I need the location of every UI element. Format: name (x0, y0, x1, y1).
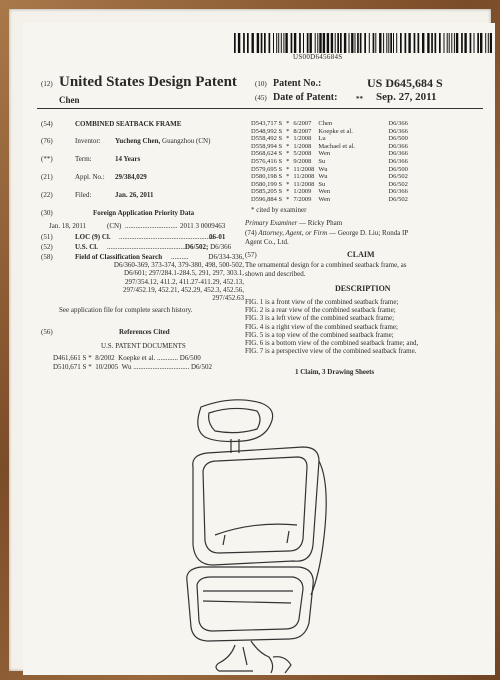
code-54: (54) (41, 120, 53, 128)
filed-date: Jan. 26, 2011 (115, 191, 154, 199)
ref-date: 1/2008 (293, 135, 312, 143)
ref-star: * (286, 188, 290, 196)
ref-number: D543,717 S (251, 120, 283, 127)
barcode-bar (414, 33, 416, 53)
ref-name: Wen (318, 195, 331, 203)
cited-by-examiner: * cited by examiner (251, 206, 307, 214)
barcode-bar (294, 33, 296, 53)
ref-number: D558,994 S (251, 142, 283, 150)
code-22: (22) (41, 191, 53, 199)
barcode-bar (319, 33, 321, 53)
barcode-bar (369, 33, 370, 53)
ref-star: * (286, 195, 290, 203)
ref-star: * (286, 150, 290, 158)
ref-name: Koepke et al. (318, 127, 353, 135)
code-45: (45) (255, 94, 267, 102)
barcode-bar (480, 33, 482, 53)
examiner: Primary Examiner — Ricky Pham (245, 219, 343, 227)
code-56: (56) (41, 328, 53, 336)
code-30: (30) (41, 209, 53, 217)
barcode-bar (390, 33, 392, 53)
ref-star: * (286, 127, 290, 135)
barcode-bar (400, 33, 402, 53)
refs-heading: References Cited (119, 328, 170, 336)
cited-ref-row (251, 196, 412, 204)
cited-ref-row (251, 188, 412, 196)
barcode-bar (317, 33, 318, 53)
date-star: ** (356, 95, 363, 103)
barcode-bar (393, 33, 394, 53)
header-rule (37, 108, 483, 109)
claim-text-1: The ornamental design for a combined seatback frame, as (245, 261, 407, 269)
ref-name: Wu (318, 165, 328, 173)
barcode-bar (422, 33, 424, 53)
patent-no-label: Patent No.: (273, 78, 322, 89)
ref-name: Su (318, 180, 326, 188)
ref-date: 1/2009 (293, 188, 312, 196)
ref-number: D548,992 S (251, 127, 283, 135)
code-52: (52) (41, 243, 53, 251)
barcode-bar (488, 33, 489, 53)
barcode-bar (337, 33, 339, 53)
ref-class: D6/502 (388, 195, 408, 203)
barcode-bar (454, 33, 455, 53)
search-line: D6/334-336, (208, 253, 244, 261)
mat (9, 9, 491, 671)
code-57: (57) (245, 251, 257, 259)
document-title: United States Design Patent (59, 74, 237, 90)
code-10: (10) (255, 80, 267, 88)
barcode-bar (247, 33, 249, 53)
search-line: D6/601; 297/284.1-284.5, 291, 297, 303.1, (124, 269, 244, 278)
claims-sheets: 1 Claim, 3 Drawing Sheets (295, 368, 375, 376)
barcode-bar (418, 33, 420, 53)
barcode-bar (461, 33, 463, 53)
barcode-bar (243, 33, 245, 53)
priority-heading: Foreign Application Priority Data (93, 209, 195, 217)
cited-ref-row (251, 135, 412, 143)
barcode-bar (283, 33, 284, 53)
barcode-bar (470, 33, 472, 53)
barcode-bar (449, 33, 450, 53)
barcode-bar (435, 33, 437, 53)
cited-refs-table (251, 120, 412, 204)
barcode-bar (331, 33, 333, 53)
barcode-bar (252, 33, 254, 53)
description-heading: DESCRIPTION (335, 284, 391, 293)
ref-class: D6/366 (388, 127, 408, 135)
barcode-bar (257, 33, 259, 53)
fig-item: FIG. 5 is a top view of the combined seatback frame; (245, 330, 394, 339)
ref-number: D576,416 S (251, 157, 283, 165)
ref-name: Chen (318, 120, 333, 127)
ref-number: D580,199 S (251, 180, 283, 188)
ref-star: * (286, 120, 290, 127)
cited-ref-row (251, 150, 412, 158)
barcode-bar (269, 33, 271, 53)
ref-class: D6/366 (388, 142, 408, 150)
fig-item: FIG. 1 is a front view of the combined seatback frame; (245, 298, 399, 306)
inventor-city: Guangzhou (CN) (162, 137, 211, 145)
attorney-line2: Agent Co., Ltd. (245, 238, 289, 246)
ref-star: * (286, 165, 290, 173)
ref-number: D579,695 S (251, 165, 283, 173)
barcode-bar (281, 33, 282, 53)
filed-label: Filed: (75, 191, 92, 199)
cited-ref-row (251, 120, 412, 128)
code-76: (76) (41, 137, 53, 145)
barcode-bar (355, 33, 356, 53)
base-bracket (251, 641, 273, 673)
ref-date: 11/2008 (293, 173, 315, 181)
fig-list (245, 298, 485, 355)
barcode-bar (396, 33, 397, 53)
barcode-bar (310, 33, 312, 53)
barcode-bar (264, 33, 266, 53)
barcode-bar (490, 33, 492, 53)
attorney: (74) Attorney, Agent, or Firm — George D. Liu; Ronda IP (245, 229, 409, 237)
us-cl-value: D6/502; D6/366 (185, 243, 232, 251)
ref-class: D6/502 (388, 173, 408, 181)
claim-text-2: shown and described. (245, 270, 306, 278)
ref-class: D6/366 (388, 120, 408, 127)
barcode-bar (357, 33, 359, 53)
barcode-bar (386, 33, 387, 53)
fig-item: FIG. 7 is a perspective view of the combined seatback frame. (245, 347, 417, 356)
barcode-bar (278, 33, 279, 53)
fig-item: FIG. 2 is a rear view of the combined seatback frame; (245, 306, 396, 315)
ref-date: 1/2008 (293, 142, 312, 150)
barcode-bar (444, 33, 445, 53)
barcode-bar (315, 33, 316, 53)
barcode-bar (340, 33, 342, 53)
barcode-bar (276, 33, 277, 53)
priority-country: (CN) (107, 222, 122, 230)
barcode-bar (383, 33, 384, 53)
ref-name: Su (318, 157, 326, 165)
search-line: D6/360-369, 373-374, 379-380, 498, 500-502, (113, 261, 244, 270)
barcode-bar (303, 33, 304, 53)
code-51: (51) (41, 233, 53, 241)
search-label: Field of Classification Search (75, 253, 163, 261)
date-label: Date of Patent: (273, 92, 338, 103)
ref-date: 11/2008 (293, 180, 315, 188)
ref-row: D510,671 S * 10/2005 Wu ................................ D6/502 (53, 363, 212, 371)
code-12: (12) (41, 80, 53, 88)
us-docs-heading: U.S. PATENT DOCUMENTS (101, 342, 186, 350)
barcode-bar (351, 33, 353, 53)
ref-class: D6/366 (388, 150, 408, 158)
ref-class: D6/366 (388, 157, 408, 165)
barcode-bar (485, 33, 486, 53)
ref-row: D461,661 S * 8/2002 Koepke et al. ............ D6/500 (53, 354, 201, 362)
patent-title: COMBINED SEATBACK FRAME (75, 120, 182, 128)
fig-item: FIG. 3 is a left view of the combined seatback frame; (245, 314, 395, 323)
claim-heading: CLAIM (347, 250, 375, 259)
ref-class: D6/500 (388, 165, 408, 173)
seatback-frame-drawing (173, 395, 353, 675)
priority-date: Jan. 18, 2011 (49, 222, 87, 230)
term-label: Term: (75, 155, 92, 163)
ref-class: D6/502 (388, 180, 408, 188)
inventor: Yucheng Chen, Guangzhou (CN) (115, 137, 211, 145)
code-term: (**) (41, 155, 53, 163)
ref-date: 9/2008 (293, 157, 312, 165)
patent-number: US D645,684 S (367, 76, 443, 90)
barcode-bar (349, 33, 350, 53)
inventor-label: Inventor: (75, 137, 101, 145)
us-cl-dots: ............................................. (107, 243, 186, 251)
barcode-bar (477, 33, 479, 53)
ref-number: D596,884 S (251, 195, 283, 203)
us-cl-label: U.S. Cl. (75, 243, 98, 251)
ref-date: 8/2007 (293, 127, 312, 135)
search-dots: .......... (171, 253, 189, 261)
barcode-bar (364, 33, 366, 53)
fig-item: FIG. 4 is a right view of the combined seatback frame; (245, 322, 398, 331)
loc-label: LOC (9) Cl. (75, 233, 111, 241)
barcode-bar (405, 33, 407, 53)
barcode-bar (474, 33, 475, 53)
barcode-bar (439, 33, 441, 53)
barcode-bar (388, 33, 389, 53)
ref-star: * (286, 135, 290, 143)
cited-ref-row (251, 166, 412, 174)
ref-star: * (286, 142, 290, 150)
search-line: 297/452.63 (212, 294, 244, 303)
ref-class: D6/366 (388, 188, 408, 196)
barcode-bar (451, 33, 452, 53)
search-history: See application file for complete search history. (59, 306, 193, 314)
ref-date: 5/2008 (293, 150, 312, 158)
term-value: 14 Years (115, 155, 141, 163)
ref-number: D558,492 S (251, 135, 283, 143)
cited-ref-row (251, 158, 412, 166)
barcode-bar (261, 33, 263, 53)
barcode-bar (447, 33, 448, 53)
appl-no-label: Appl. No.: (75, 173, 105, 181)
barcode-bar (285, 33, 287, 53)
ref-star: * (286, 173, 290, 181)
ref-name: Lu (318, 135, 326, 143)
cited-ref-row (251, 181, 412, 189)
barcode-bar (234, 33, 236, 53)
loc-value: 06-01 (209, 233, 226, 241)
barcode-bar (238, 33, 240, 53)
search-line: 297/354.12, 411.2, 411.27-411.29, 452.13, (125, 277, 244, 286)
code-58: (58) (41, 253, 53, 261)
ref-name: Wen (318, 188, 331, 196)
barcode-bar (375, 33, 376, 53)
ref-name: Machael et al. (318, 142, 356, 150)
fig-item: FIG. 6 is a bottom view of the combined seatback frame; and, (245, 339, 419, 348)
barcode-bar (327, 33, 329, 53)
search-line: 297/452.19, 452.21, 452.29, 452.3, 452.56, (123, 285, 244, 294)
cited-ref-row (251, 173, 412, 181)
ref-number: D580,198 S (251, 173, 283, 181)
cited-ref-row (251, 143, 412, 151)
search-fields (83, 253, 244, 302)
ref-date: 7/2009 (293, 195, 312, 203)
appl-no: 29/384,029 (115, 173, 147, 181)
barcode-bar (344, 33, 346, 53)
barcode-bar (273, 33, 274, 53)
barcode-bar (408, 33, 410, 53)
barcode-bar (373, 33, 375, 53)
barcode-bar (431, 33, 433, 53)
barcode-bar (299, 33, 301, 53)
barcode (234, 33, 492, 53)
code-21: (21) (41, 173, 53, 181)
barcode-bar (323, 33, 325, 53)
barcode-bar (335, 33, 336, 53)
barcode-bar (360, 33, 362, 53)
ref-number: D585,205 S (251, 188, 283, 196)
barcode-bar (307, 33, 309, 53)
ref-star: * (286, 157, 290, 165)
barcode-bar (379, 33, 381, 53)
barcode-bar (291, 33, 293, 53)
cited-ref-row (251, 128, 412, 136)
patent-date: Sep. 27, 2011 (376, 91, 437, 103)
ref-date: 11/2008 (293, 165, 315, 173)
ref-date: 6/2007 (293, 120, 312, 127)
barcode-bar (456, 33, 458, 53)
patent-sheet (23, 23, 495, 675)
barcode-bar (464, 33, 466, 53)
ref-class: D6/500 (388, 135, 408, 143)
ref-star: * (286, 180, 290, 188)
ref-name: Wu (318, 173, 328, 181)
barcode-bar (427, 33, 429, 53)
inventor-short: Chen (59, 95, 80, 105)
ref-number: D568,624 S (251, 150, 283, 158)
priority-no: 2011 3 0009463 (180, 222, 226, 230)
barcode-number: US00D645684S (293, 53, 343, 61)
priority-dots: .............................. (125, 222, 178, 230)
ref-name: Wen (318, 150, 331, 158)
loc-dots: ...................................................... (119, 233, 214, 241)
